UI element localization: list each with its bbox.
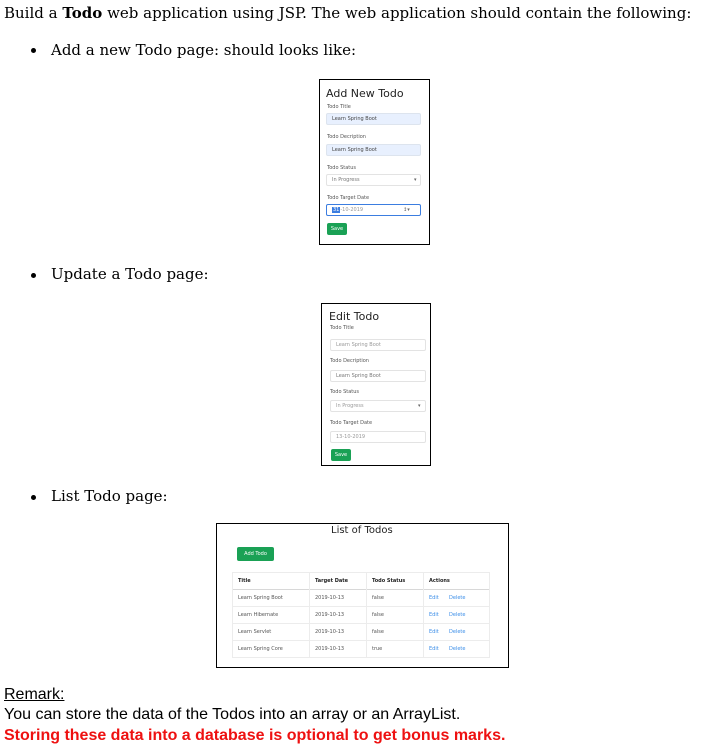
delete-link[interactable]: Delete <box>449 612 466 618</box>
add-date-rest: -10-2019 <box>340 207 364 213</box>
delete-link[interactable]: Delete <box>449 629 466 635</box>
edit-date-label: Todo Target Date <box>330 420 373 426</box>
edit-status-select[interactable] <box>330 400 426 412</box>
row-title: Learn Hibernate <box>238 612 279 618</box>
delete-link[interactable]: Delete <box>449 595 466 601</box>
add-status-label: Todo Status <box>327 165 357 171</box>
edit-link[interactable]: Edit <box>429 646 439 652</box>
add-status-value: In Progress <box>332 177 360 183</box>
add-date-label: Todo Target Date <box>327 195 370 201</box>
add-title-label: Todo Title <box>327 104 351 110</box>
table-border <box>232 657 490 658</box>
intro-before: Build a <box>4 4 63 22</box>
bullet-add-page: Add a new Todo page: should looks like: <box>51 41 357 59</box>
edit-desc-input[interactable]: Learn Spring Boot <box>330 370 426 382</box>
bullet-list-page: List Todo page: <box>51 487 168 505</box>
row-status: false <box>372 595 384 601</box>
table-border <box>232 589 490 590</box>
add-save-button[interactable]: Save <box>327 223 347 235</box>
table-border <box>423 572 424 657</box>
list-todo-screenshot <box>216 523 509 668</box>
remark-line-2: Storing these data into a database is optional to get bonus marks. <box>4 727 506 744</box>
edit-save-button[interactable]: Save <box>331 449 351 461</box>
bullet-dot <box>31 273 36 278</box>
edit-title-label: Todo Title <box>330 325 354 331</box>
row-status: true <box>372 646 383 652</box>
header-title: Title <box>238 578 251 584</box>
bullet-update-page: Update a Todo page: <box>51 265 209 283</box>
add-status-select[interactable] <box>326 174 421 186</box>
add-todo-button[interactable]: Add Todo <box>237 547 274 561</box>
table-border <box>232 623 490 624</box>
edit-desc-label: Todo Decription <box>330 358 369 364</box>
table-border <box>366 572 367 657</box>
intro-bold: Todo <box>62 4 103 22</box>
add-desc-input[interactable]: Learn Spring Boot <box>326 144 421 156</box>
remark-line-1: You can store the data of the Todos into an array or an ArrayList. <box>4 706 461 723</box>
row-date: 2019-10-13 <box>315 646 345 652</box>
add-todo-screenshot <box>319 79 430 245</box>
list-title: List of Todos <box>331 525 393 536</box>
row-date: 2019-10-13 <box>315 595 345 601</box>
caret-down-icon: ▾ <box>414 177 417 183</box>
table-border <box>489 572 490 657</box>
row-date: 2019-10-13 <box>315 629 345 635</box>
edit-status-label: Todo Status <box>330 389 360 395</box>
row-date: 2019-10-13 <box>315 612 345 618</box>
edit-date-input[interactable]: 13-10-2019 <box>330 431 426 443</box>
edit-status-value: In Progress <box>336 403 364 409</box>
remark-heading: Remark: <box>4 686 65 703</box>
edit-link[interactable]: Edit <box>429 595 439 601</box>
table-border <box>232 640 490 641</box>
intro-text <box>4 4 691 22</box>
spinner-icon[interactable]: ↕▾ <box>403 207 410 213</box>
table-border <box>232 572 233 657</box>
edit-title-input[interactable]: Learn Spring Boot <box>330 339 426 351</box>
add-desc-label: Todo Decription <box>327 134 366 140</box>
intro-after: web application using JSP. The web application should contain the following: <box>102 4 692 22</box>
table-border <box>232 572 490 573</box>
header-status: Todo Status <box>372 578 406 584</box>
row-title: Learn Servlet <box>238 629 272 635</box>
row-status: false <box>372 612 384 618</box>
add-form-title: Add New Todo <box>326 87 404 100</box>
header-actions: Actions <box>429 578 450 584</box>
row-status: false <box>372 629 384 635</box>
delete-link[interactable]: Delete <box>449 646 466 652</box>
caret-down-icon: ▾ <box>418 403 421 409</box>
edit-form-title: Edit Todo <box>329 310 380 323</box>
table-border <box>232 606 490 607</box>
row-title: Learn Spring Boot <box>238 595 283 601</box>
edit-link[interactable]: Edit <box>429 612 439 618</box>
bullet-dot <box>31 48 36 53</box>
table-border <box>309 572 310 657</box>
add-title-input[interactable]: Learn Spring Boot <box>326 113 421 125</box>
bullet-dot <box>31 495 36 500</box>
add-date-day: 31 <box>333 207 340 213</box>
edit-todo-screenshot <box>321 303 431 466</box>
header-target-date: Target Date <box>315 578 349 584</box>
edit-link[interactable]: Edit <box>429 629 439 635</box>
row-title: Learn Spring Core <box>238 646 283 652</box>
